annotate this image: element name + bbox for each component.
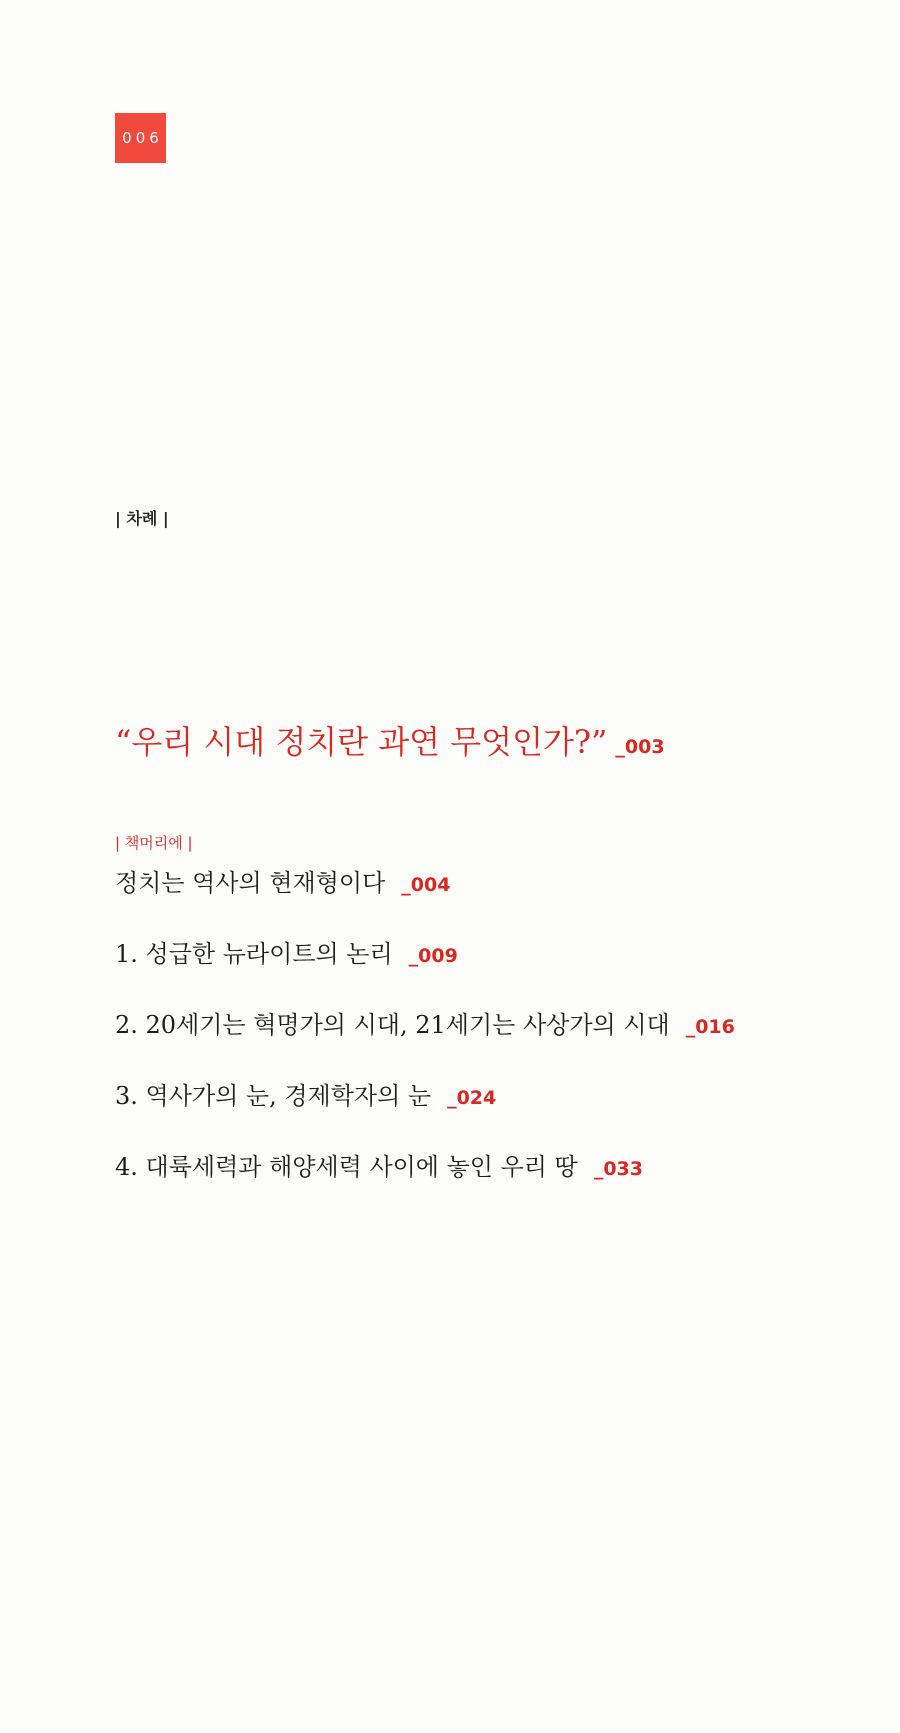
- toc-entry[interactable]: [115, 868, 450, 900]
- toc-page-ref: _003: [615, 736, 665, 758]
- page-number-badge: [115, 113, 166, 163]
- toc-entry-title: 3. 역사가의 눈, 경제학자의 눈: [115, 1082, 432, 1110]
- toc-entry[interactable]: [115, 1152, 643, 1184]
- toc-page-ref: _033: [593, 1158, 643, 1180]
- toc-entry-title: 정치는 역사의 현재형이다: [115, 869, 386, 897]
- page-number: 006: [122, 129, 163, 147]
- toc-entry-title: “우리 시대 정치란 과연 무엇인가?”: [115, 723, 608, 761]
- toc-entry[interactable]: [115, 1081, 496, 1113]
- toc-entry-title: 4. 대륙세력과 해양세력 사이에 놓인 우리 땅: [115, 1153, 578, 1181]
- toc-entry-preface[interactable]: [115, 722, 665, 767]
- toc-entry-title: 2. 20세기는 혁명가의 시대, 21세기는 사상가의 시대: [115, 1011, 670, 1039]
- toc-page-ref: _009: [408, 945, 458, 967]
- toc-entry[interactable]: [115, 1010, 735, 1042]
- toc-page-ref: _024: [447, 1087, 497, 1109]
- section-label-intro: | 책머리에 |: [115, 834, 193, 852]
- toc-page-ref: _016: [685, 1016, 735, 1038]
- toc-entry-title: 1. 성급한 뉴라이트의 논리: [115, 940, 393, 968]
- toc-header: | 차례 |: [115, 509, 169, 528]
- toc-page-ref: _004: [401, 874, 451, 896]
- toc-entry[interactable]: [115, 939, 458, 971]
